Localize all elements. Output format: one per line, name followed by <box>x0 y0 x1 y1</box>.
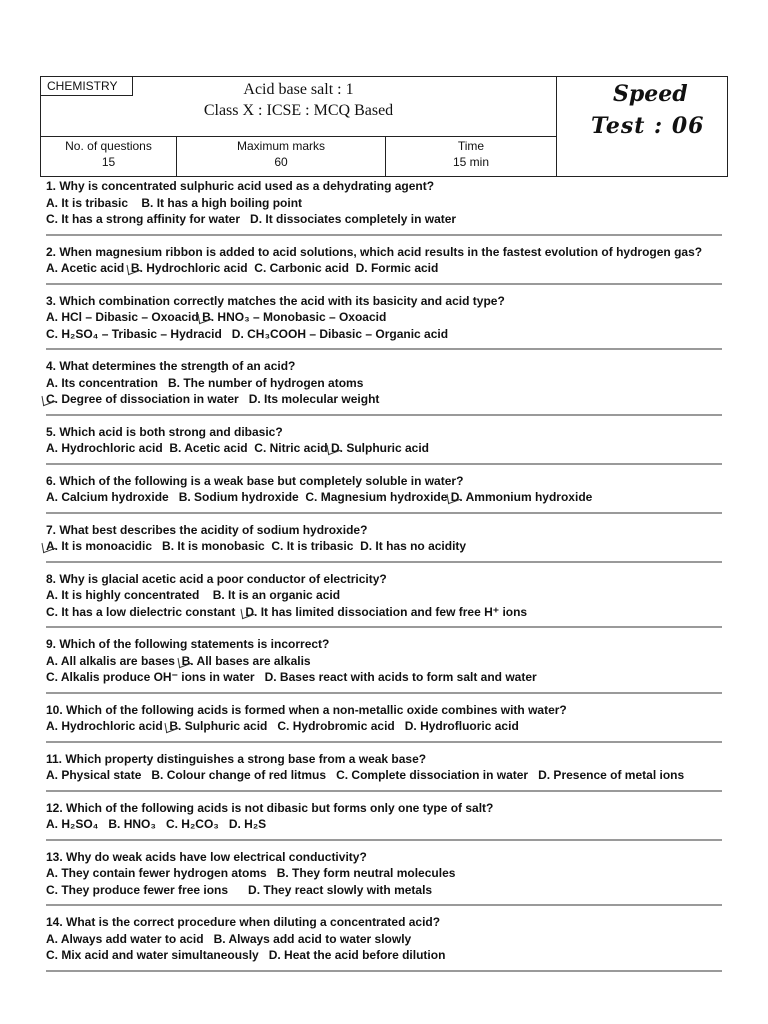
question-text: 6. Which of the following is a weak base but completely soluble in water? <box>46 473 464 488</box>
options-line <box>46 587 722 604</box>
question-text: 10. Which of the following acids is formed when a non-metallic oxide combines with water? <box>46 702 567 717</box>
stat-label: Maximum marks <box>236 139 325 153</box>
stat-value: 15 min <box>452 155 490 169</box>
options-line <box>46 816 722 833</box>
options-line <box>46 195 722 212</box>
subject-label: CHEMISTRY <box>41 77 133 96</box>
options-line <box>46 718 722 735</box>
ticked-answer: D. <box>330 441 343 455</box>
options-line <box>46 211 722 228</box>
question-item <box>46 293 722 351</box>
class-title: Class X : ICSE : MCQ Based <box>203 102 394 119</box>
ticked-answer: D. <box>450 490 463 504</box>
question-text: 13. Why do weak acids have low electrical conductivity? <box>46 849 367 864</box>
question-list <box>46 178 722 980</box>
ticked-answer: C. <box>46 392 58 406</box>
question-item <box>46 800 722 841</box>
option-text: C. H₂SO₄ – Tribasic – Hydracid D. CH₃COOH – Dibasic – Organic acid <box>46 326 449 341</box>
option-text: C. It has a strong affinity for water D. It dissociates completely in water <box>46 212 457 226</box>
options-line <box>46 489 722 506</box>
question-item <box>46 178 722 236</box>
options-line <box>46 865 722 882</box>
question-text: 5. Which acid is both strong and dibasic? <box>46 424 283 439</box>
question-item <box>46 244 722 285</box>
question-text: 8. Why is glacial acetic acid a poor conductor of electricity? <box>46 571 387 586</box>
question-text: 14. What is the correct procedure when diluting a concentrated acid? <box>46 915 441 929</box>
options-line <box>46 538 722 555</box>
stat-time <box>385 137 556 177</box>
options-line <box>46 309 722 326</box>
stat-label: No. of questions <box>65 139 152 153</box>
question-item <box>46 751 722 792</box>
ticked-answer: B. <box>202 310 215 324</box>
question-text: 11. Which property distinguishes a strong base from a weak base? <box>46 751 427 766</box>
option-text: A. Acetic acid <box>46 261 131 275</box>
option-text: Sulphuric acid C. Hydrobromic acid D. Hydrofluoric acid <box>181 719 519 733</box>
option-text: Sulphuric acid <box>342 441 429 455</box>
stat-value: 60 <box>274 155 288 169</box>
options-line <box>46 375 722 392</box>
ticked-answer: B. <box>169 719 182 733</box>
test-number: Test : 06 <box>591 113 705 139</box>
question-text: 9. Which of the following statements is incorrect? <box>46 637 330 651</box>
question-text: 12. Which of the following acids is not dibasic but forms only one type of salt? <box>46 800 494 815</box>
options-line <box>46 391 722 408</box>
question-text: 3. Which combination correctly matches the acid with its basicity and acid type? <box>46 293 505 308</box>
options-line <box>46 326 722 343</box>
option-text: C. They produce fewer free ions D. They react slowly with metals <box>46 882 433 897</box>
question-item <box>46 358 722 416</box>
option-text: A. Hydrochloric acid <box>46 719 170 733</box>
options-line <box>46 931 722 948</box>
stat-value: 15 <box>101 155 116 169</box>
stat-marks <box>176 137 385 177</box>
option-text: A. It is tribasic B. It has a high boiling point <box>46 195 303 210</box>
question-item <box>46 914 722 972</box>
question-item <box>46 424 722 465</box>
question-item <box>46 473 722 514</box>
options-line <box>46 947 722 964</box>
option-text: C. Mix acid and water simultaneously D. Heat the acid before dilution <box>46 948 446 962</box>
question-text: 4. What determines the strength of an acid? <box>46 359 296 373</box>
option-text: A. Always add water to acid B. Always add acid to water slowly <box>46 931 412 946</box>
option-text: A. H₂SO₄ B. HNO₃ C. H₂CO₃ D. H₂S <box>46 817 267 831</box>
option-text: HNO₃ – Monobasic – Oxoacid <box>214 310 387 324</box>
options-line <box>46 440 722 457</box>
option-text: Ammonium hydroxide <box>462 490 593 504</box>
stats-row <box>41 137 557 177</box>
option-text: A. Its concentration B. The number of hydrogen atoms <box>46 375 364 390</box>
ticked-answer: B. <box>181 653 194 668</box>
option-text: A. Calcium hydroxide B. Sodium hydroxide C. Magnesium hydroxide <box>46 490 451 504</box>
question-text: 7. What best describes the acidity of sodium hydroxide? <box>46 522 368 537</box>
question-item <box>46 702 722 743</box>
ticked-answer: B. <box>130 261 143 275</box>
option-text: A. They contain fewer hydrogen atoms B. They form neutral molecules <box>46 866 456 880</box>
option-text: A. It is highly concentrated B. It is an organic acid <box>46 588 341 602</box>
option-text: It is monoacidic B. It is monobasic C. It is tribasic D. It has no acidity <box>58 539 467 553</box>
question-item <box>46 522 722 563</box>
options-line <box>46 260 722 277</box>
ticked-answer: A. <box>46 539 58 553</box>
option-text: A. Physical state B. Colour change of red litmus C. Complete dissociation in water D. Presence of metal ions <box>46 768 685 782</box>
speed-test-label <box>557 77 728 176</box>
option-text: It has limited dissociation and few free H⁺ ions <box>257 604 528 619</box>
option-text: All bases are alkalis <box>193 653 311 668</box>
test-header <box>40 76 728 177</box>
question-item <box>46 636 722 694</box>
option-text: Hydrochloric acid C. Carbonic acid D. Formic acid <box>142 261 439 275</box>
options-line <box>46 653 722 670</box>
option-text: A. HCl – Dibasic – Oxoacid <box>46 310 203 324</box>
stat-label: Time <box>457 139 485 153</box>
stat-questions <box>41 137 176 177</box>
option-text: C. Alkalis produce OH⁻ ions in water D. Bases react with acids to form salt and water <box>46 670 537 684</box>
ticked-answer: D. <box>245 604 258 619</box>
speed-word: Speed <box>613 81 688 107</box>
question-item <box>46 849 722 907</box>
question-item <box>46 571 722 629</box>
question-text: 1. Why is concentrated sulphuric acid used as a dehydrating agent? <box>46 179 435 193</box>
options-line <box>46 882 722 899</box>
option-text: Degree of dissociation in water D. Its molecular weight <box>58 392 380 406</box>
options-line <box>46 767 722 784</box>
option-text: A. Hydrochloric acid B. Acetic acid C. Nitric acid <box>46 441 331 455</box>
options-line <box>46 604 722 621</box>
question-text: 2. When magnesium ribbon is added to acid solutions, which acid results in the fastest evolution of hydrogen gas? <box>46 244 703 259</box>
option-text: A. All alkalis are bases <box>46 653 182 668</box>
options-line <box>46 669 722 686</box>
topic-title: Acid base salt : 1 <box>243 81 354 98</box>
option-text: C. It has a low dielectric constant <box>46 604 246 619</box>
